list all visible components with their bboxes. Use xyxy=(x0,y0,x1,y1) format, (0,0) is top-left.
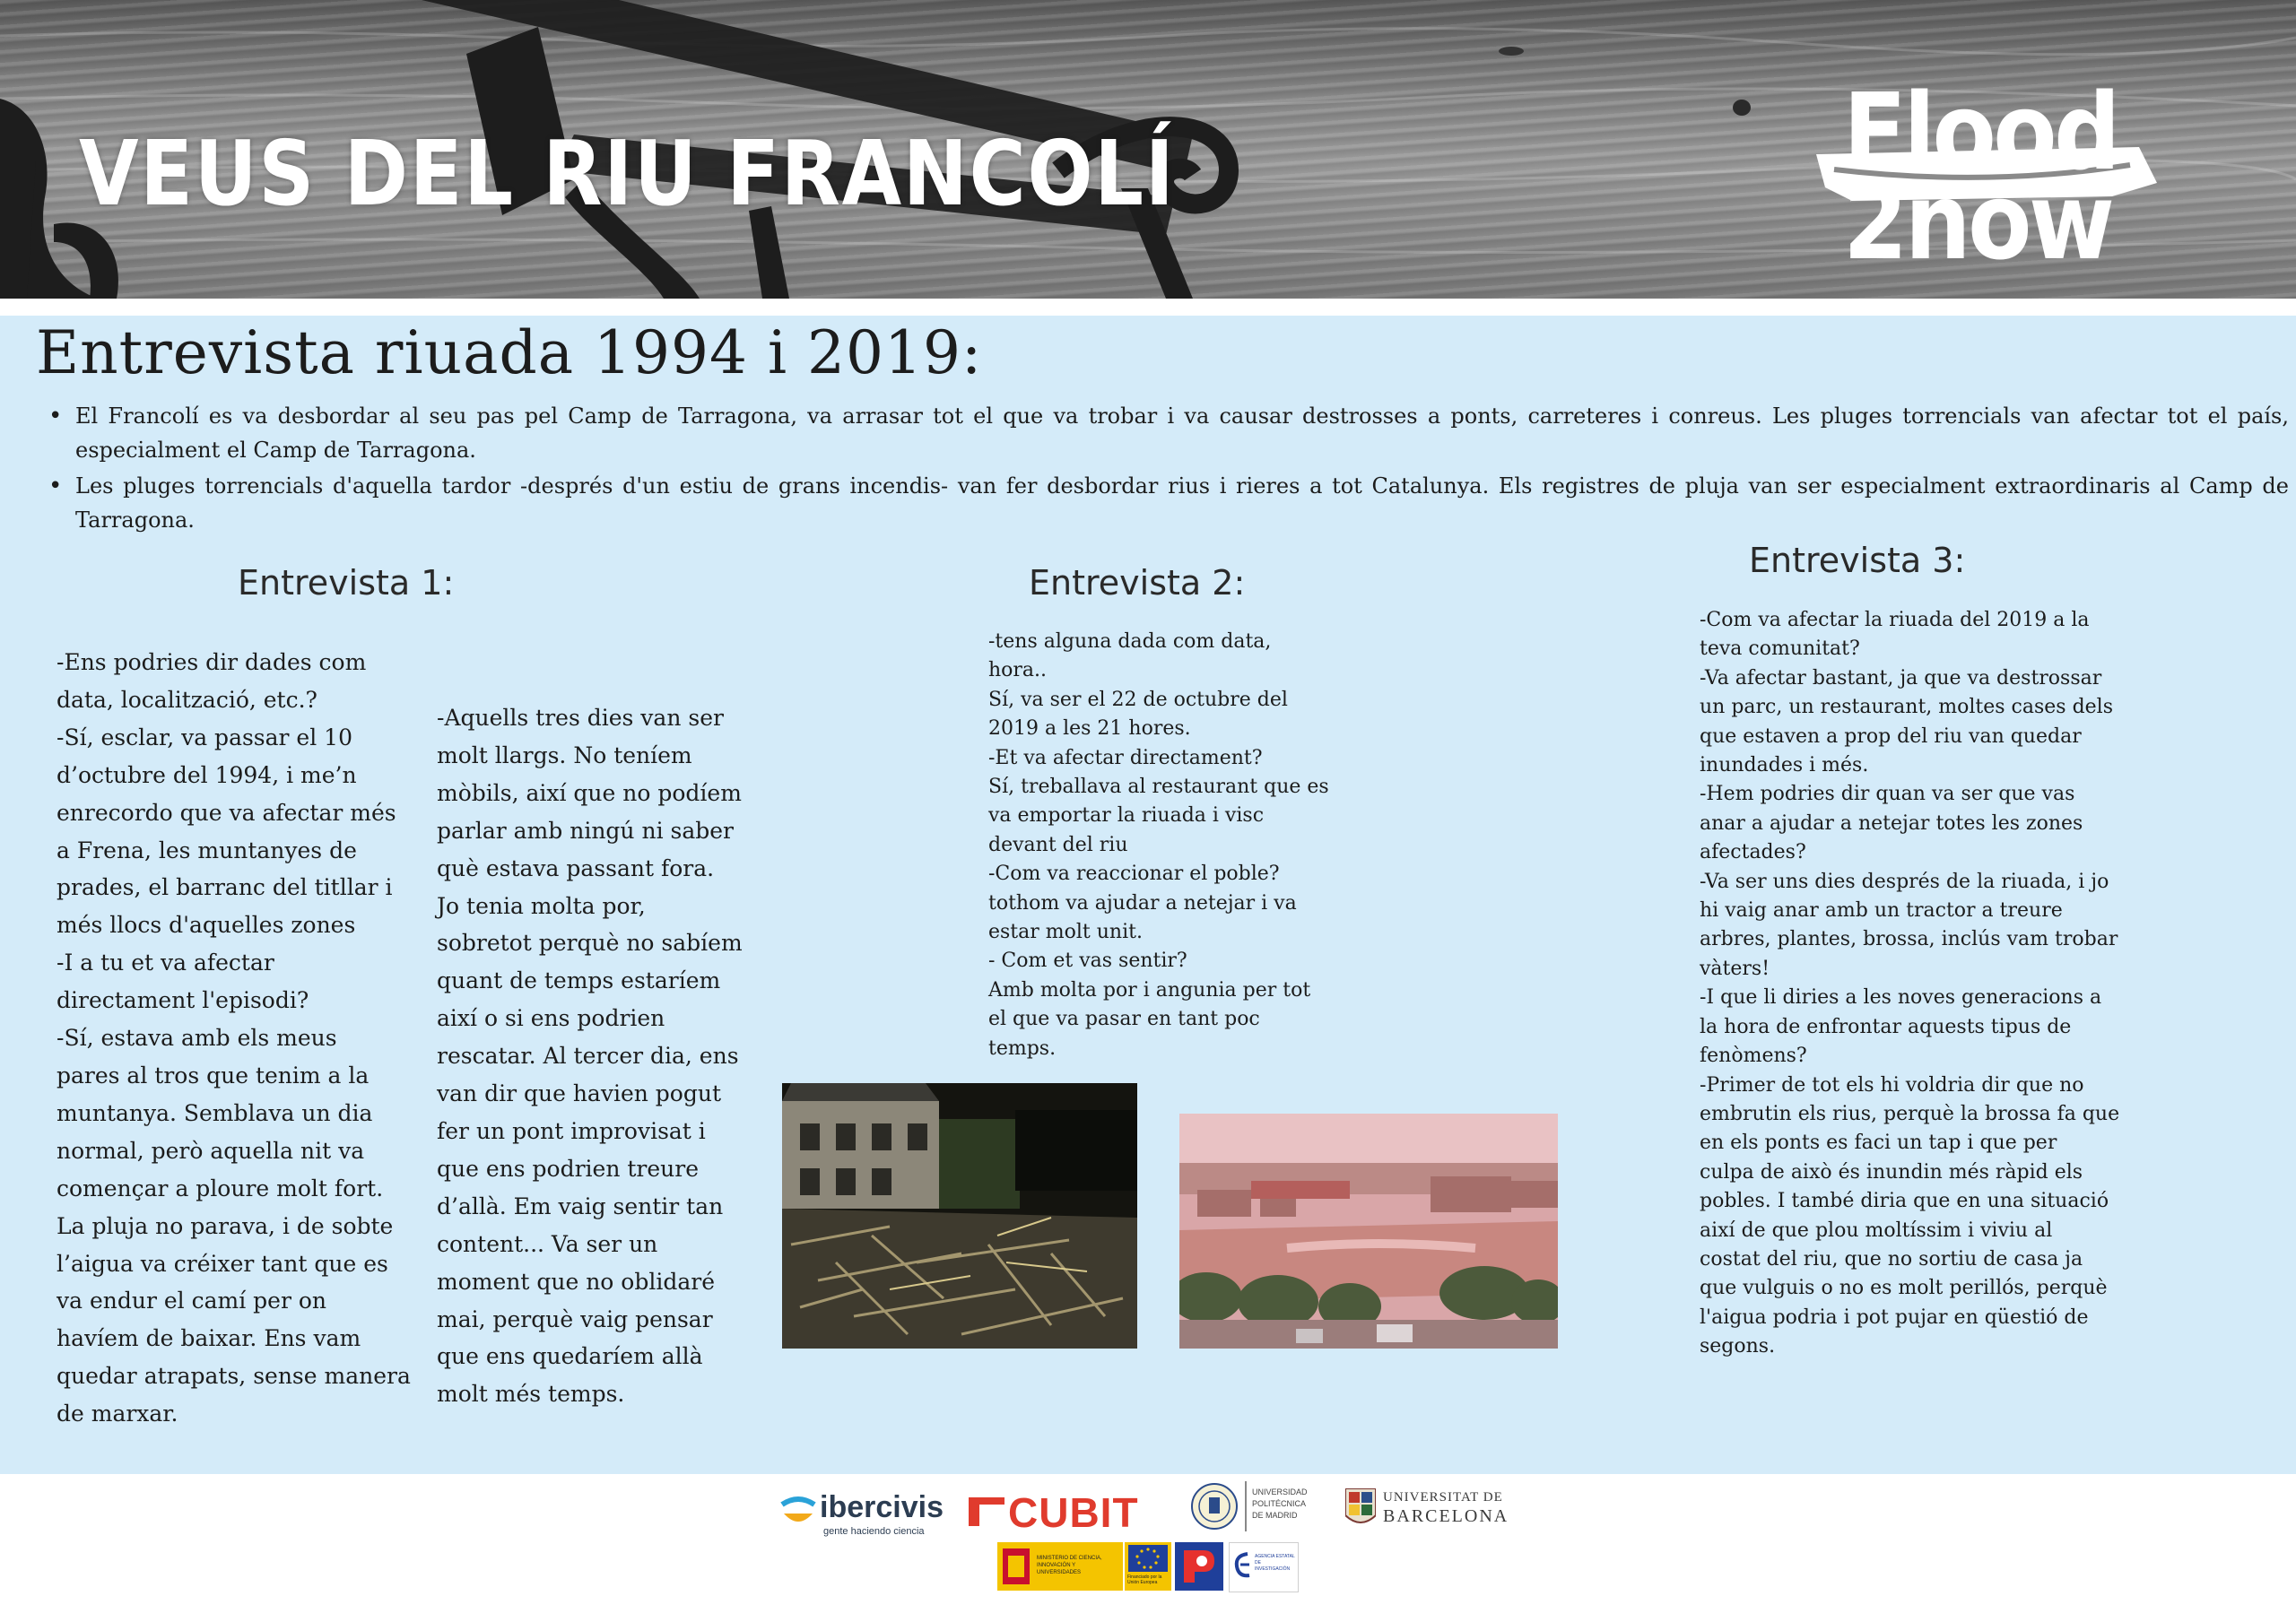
ministerio-text: MINISTERIO DE CIENCIA, INNOVACIÓN Y UNIVERSIDADES xyxy=(1037,1556,1102,1575)
intro-bullet: • Les pluges torrencials d'aquella tardor -després d'un estiu de grans incendis- van fer desbordar rius i rieres a tot Catalunya. Els registres de pluja van ser especialment extraordinaris al Camp de Tarragona. xyxy=(47,469,2289,537)
aei-logo xyxy=(1229,1542,1299,1592)
interview-3-heading: Entrevista 3: xyxy=(1749,541,1966,580)
ub-text-line-1: UNIVERSITAT DE xyxy=(1383,1490,1503,1505)
logo-word-2now: 2now xyxy=(1843,160,2112,283)
header-banner xyxy=(0,0,2296,299)
cubit-mark-icon xyxy=(969,1497,1004,1526)
cubit-logo xyxy=(969,1488,1157,1536)
interview-2-text: -tens alguna dada com data, hora.. Sí, va ser el 22 de octubre del 2019 a les 21 hores. -Et va afectar directament? Sí, treballava al restaurant que es va emportar la riuada i visc devant del riu -Com va reaccionar el poble? tothom va ajudar a netejar i va estar molt unit. - Com et vas sentir? Amb molta por i angunia per tot el que va pasar en tant poc temps. xyxy=(988,630,1329,1060)
flooded-town-photo-drawing xyxy=(1179,1114,1558,1349)
ub-text-line-2: BARCELONA xyxy=(1383,1506,1509,1526)
flooded-town-photo xyxy=(1179,1114,1558,1349)
upm-logo xyxy=(1191,1481,1317,1535)
ibercivis-logo xyxy=(778,1490,944,1537)
aei-text: AGENCIA ESTATAL DE INVESTIGACIÓN xyxy=(1255,1554,1295,1572)
interview-1-text-column-b: -Aquells tres dies van ser molt llargs. No teníem mòbils, així que no podíem parlar amb ningú ni saber què estava passant fora. Jo tenia molta por, sobretot perquè no sabíem quant de temps estaríem així o si ens podrien rescatar. Al tercer dia, ens van dir que havien pogut fer un pont improvisat i que ens podrien treure d’allà. Em vaig sentir tan content... Va ser un moment que no oblidaré mai, perquè vaig pensar que ens quedaríem allà molt més temps. xyxy=(437,705,743,1408)
prtr-mark-icon xyxy=(1178,1547,1220,1586)
ibercivis-mark-icon xyxy=(778,1494,818,1530)
flood-night-photo xyxy=(782,1083,1137,1349)
spain-crest-icon xyxy=(1003,1548,1030,1584)
page-title: Entrevista riuada 1994 i 2019: xyxy=(36,318,983,387)
intro-bullet-list xyxy=(47,399,2289,539)
intro-bullet: • El Francolí es va desbordar al seu pas pel Camp de Tarragona, va arrasar tot el que va trobar i va causar destrosses a ponts, carreteres i conreus. Les pluges torrencials van afectar tot el país, especialment el Camp de Tarragona. xyxy=(47,399,2289,467)
flood2now-logo xyxy=(1816,70,2157,283)
ministerio-logo xyxy=(997,1542,1123,1591)
eu-logo xyxy=(1125,1542,1171,1591)
upm-text-line: POLITÉCNICA xyxy=(1252,1499,1307,1508)
ibercivis-tagline: gente haciendo ciencia xyxy=(823,1526,925,1537)
ub-shield-icon xyxy=(1345,1488,1376,1530)
ibercivis-wordmark: ibercivis xyxy=(820,1490,944,1524)
logo-word-flood: Flood xyxy=(1843,70,2118,194)
interview-1-text-column-a: -Ens podries dir dades com data, localització, etc.? -Sí, esclar, va passar el 10 d’octubre del 1994, i me’n enrecordo que va afectar més a Frena, les muntanyes de prades, el barranc del titllar i més llocs d'aquelles zones -I a tu et va afectar directament l'episodi? -Sí, estava amb els meus pares al tros que tenim a la muntanya. Semblava un dia normal, però aquella nit va començar a ploure molt fort. La pluja no parava, i de sobte l’aigua va créixer tant que es va endur el camí per on havíem de baixar. Ens vam quedar atrapats, sense manera de marxar. xyxy=(57,649,411,1427)
banner-title: VEUS DEL RIU FRANCOLÍ xyxy=(79,121,1176,226)
upm-text-line: UNIVERSIDAD xyxy=(1252,1488,1308,1496)
upm-divider xyxy=(1245,1481,1247,1531)
interview-2-heading: Entrevista 2: xyxy=(1029,563,1246,603)
upm-text xyxy=(1252,1487,1308,1522)
upm-text-line: DE MADRID xyxy=(1252,1511,1298,1520)
flood-night-photo-drawing xyxy=(782,1083,1137,1349)
ub-logo xyxy=(1345,1488,1516,1533)
interview-3-text: -Com va afectar la riuada del 2019 a la teva comunitat? -Va afectar bastant, ja que va destrossar un parc, un restaurant, moltes cases dels que estaven a prop del riu van quedar inundades i més. -Hem podries dir quan va ser que vas anar a ajudar a netejar totes les zones afectades? -Va ser uns dies després de la riuada, i jo hi vaig anar amb un tractor a treure arbres, plantes, brossa, inclús vam trobar vàters! -I que li diries a les noves generacions a la hora de enfrontar aquests tipus de fenòmens? -Primer de tot els hi voldria dir que no embrutin els rius, perquè la brossa fa que en els ponts es faci un tap i que per culpa de això és inundin més ràpid els pobles. I també diria que en una situació així de que plou moltíssim i viviu al costat del riu, que no sortiu de casa ja que vulguis o no es molt perillós, perquè l'aigua podria i pot pujar en qüestió de segons. xyxy=(1700,609,2120,1358)
upm-seal-icon xyxy=(1191,1481,1238,1531)
prtr-logo xyxy=(1175,1542,1223,1591)
aei-mark-icon xyxy=(1233,1550,1253,1581)
interview-1-heading: Entrevista 1: xyxy=(238,563,455,603)
eu-flag-icon xyxy=(1128,1545,1168,1572)
cubit-wordmark: CUBIT xyxy=(1008,1489,1139,1536)
eu-text: Financiado por la Unión Europea xyxy=(1127,1574,1162,1585)
